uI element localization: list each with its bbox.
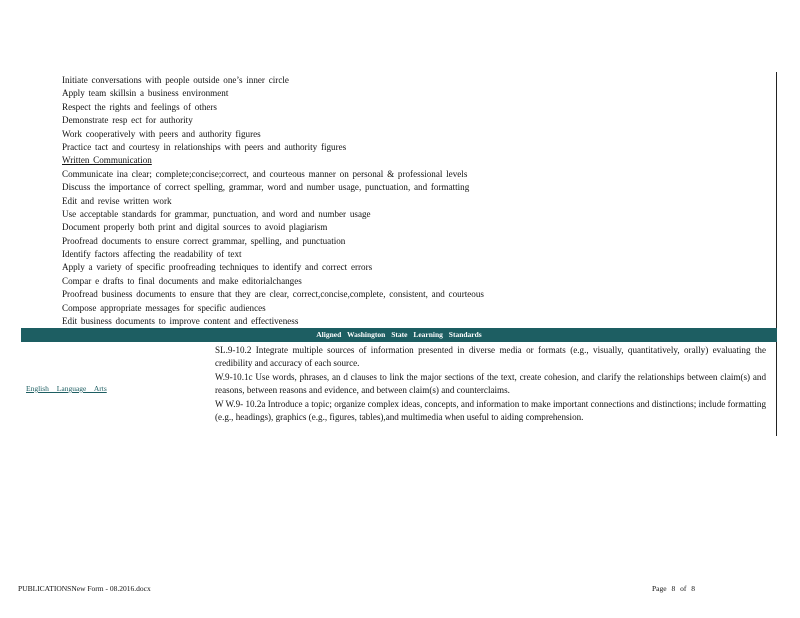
standard-w2a: W W.9- 10.2a Introduce a topic; organize complex ideas, concepts, and information to make important connections and distinctions; include formatting (e.g., headings), graphics (e.g., figures, tables),and multimedia when useful to aiding comprehension.: [215, 398, 766, 423]
list-item-text: Compar e drafts to final documents and make editorialchanges: [62, 275, 302, 286]
list-item: [40, 235, 770, 248]
list-item: [40, 261, 770, 274]
standards-text: [215, 344, 766, 424]
subject-label: English Language Arts: [26, 384, 107, 393]
list-item: [40, 208, 770, 221]
list-item-text: Apply a variety of specific proofreading techniques to identify and correct errors: [62, 262, 373, 273]
list-item: [40, 74, 770, 87]
list-item-text: Proofread documents to ensure correct grammar, spelling, and punctuation: [62, 235, 346, 246]
standard-w1c: W.9-10.1c Use words, phrases, an d clauses to link the major sections of the text, create cohesion, and clarify the relationships between claim(s) and reasons, between reasons and evidence, and between claim(s) and counterclaims.: [215, 371, 766, 396]
of-label: of: [680, 584, 687, 593]
page-total: 8: [691, 584, 695, 593]
list-item: [40, 195, 770, 208]
standard-sl: SL.9-10.2 Integrate multiple sources of information presented in diverse media or formats (e.g., visually, quantitatively, orally) evaluating the credibility and accuracy of each source.: [215, 345, 766, 369]
list-item: [40, 181, 770, 194]
list-item-text: Document properly both print and digital sources to avoid plagiarism: [62, 222, 328, 233]
list-item: [40, 168, 770, 181]
list-heading: [40, 154, 770, 167]
list-item: [40, 87, 770, 100]
list-item-text: Written Communication: [62, 155, 152, 166]
list-item-text: Respect the rights and feelings of others: [62, 101, 217, 112]
page-label: Page: [652, 584, 667, 593]
list-item: [40, 275, 770, 288]
list-item: [40, 128, 770, 141]
list-item-text: Communicate ina clear; complete;concise;correct, and courteous manner on personal & professional levels: [62, 168, 468, 179]
list-item: [40, 302, 770, 315]
list-item: [40, 221, 770, 234]
list-item: [40, 315, 770, 328]
table-border-right: [776, 72, 777, 436]
list-item-text: Proofread business documents to ensure that they are clear, correct,concise,complete, consistent, and courteous: [62, 289, 484, 300]
list-item-text: Practice tact and courtesy in relationships with peers and authority figures: [62, 141, 347, 152]
list-item: [40, 114, 770, 127]
list-item: [40, 141, 770, 154]
list-item-text: Apply team skillsin a business environment: [62, 88, 229, 99]
list-item: [40, 248, 770, 261]
footer-filename: PUBLICATIONSNew Form - 08.2016.docx: [18, 584, 151, 593]
list-item: [40, 288, 770, 301]
list-item-text: Use acceptable standards for grammar, punctuation, and word and number usage: [62, 208, 371, 219]
standards-header-bar: Aligned Washington State Learning Standards: [21, 328, 777, 342]
competency-list: [40, 74, 770, 328]
list-item-text: Discuss the importance of correct spelling, grammar, word and number usage, punctuation, and formatting: [62, 182, 470, 193]
list-item-text: Initiate conversations with people outside one’s inner circle: [62, 75, 289, 85]
list-item-text: Edit business documents to improve content and effectiveness: [62, 316, 299, 327]
list-item: [40, 101, 770, 114]
list-item-text: Work cooperatively with peers and authority figures: [62, 128, 261, 139]
list-item-text: Compose appropriate messages for specific audiences: [62, 302, 266, 313]
list-item-text: Edit and revise written work: [62, 195, 172, 206]
list-item-text: Identify factors affecting the readability of text: [62, 249, 242, 260]
page-num: 8: [671, 584, 676, 593]
footer-page-number: [652, 584, 698, 593]
list-item-text: Demonstrate resp ect for authority: [62, 115, 193, 126]
